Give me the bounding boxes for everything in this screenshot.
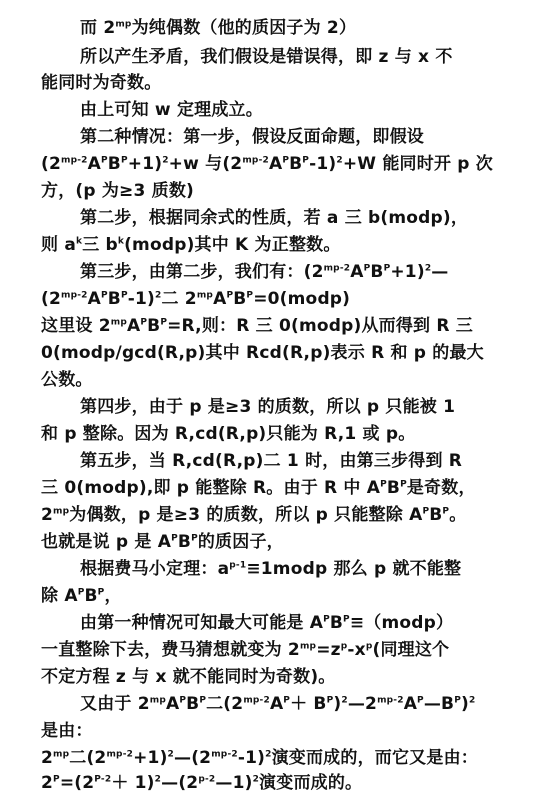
text-run: 0(modp/gcd(R,p)其中 Rcd(R,p)表示 R 和 p 的最大 bbox=[41, 343, 484, 363]
text-run: -1) bbox=[309, 154, 337, 174]
superscript: P bbox=[283, 695, 291, 706]
text-run: B bbox=[329, 613, 344, 633]
superscript: k bbox=[76, 236, 83, 247]
text-run: 二 2 bbox=[161, 289, 197, 309]
text-line bbox=[41, 503, 529, 527]
superscript: P bbox=[417, 695, 424, 706]
text-run: A bbox=[213, 289, 227, 309]
superscript: mp-2 bbox=[211, 749, 238, 760]
superscript: P bbox=[179, 695, 187, 706]
superscript: P bbox=[383, 263, 391, 274]
text-line bbox=[41, 233, 529, 257]
superscript: p bbox=[340, 641, 348, 652]
text-line bbox=[41, 719, 529, 743]
text-run: ＋ 1) bbox=[111, 773, 155, 793]
text-line bbox=[80, 45, 529, 69]
text-line bbox=[80, 125, 529, 149]
superscript: mp-2 bbox=[323, 263, 351, 274]
text-run: 则 a bbox=[41, 235, 76, 255]
superscript: 2 bbox=[252, 774, 260, 785]
superscript: 2 bbox=[155, 290, 162, 301]
text-run: 除 A bbox=[41, 586, 78, 606]
superscript: P bbox=[97, 587, 105, 598]
text-line bbox=[41, 341, 529, 365]
superscript: mp bbox=[53, 749, 70, 760]
superscript: P bbox=[199, 695, 207, 706]
text-run: 根据费马小定理：a bbox=[80, 559, 230, 579]
text-run: A bbox=[268, 154, 283, 174]
text-run: 而 2 bbox=[80, 18, 116, 38]
superscript: P bbox=[100, 290, 108, 301]
text-run: 由第一种情况可知最大可能是 A bbox=[80, 613, 324, 633]
text-run: 的质因子， bbox=[197, 532, 284, 552]
superscript: mp-2 bbox=[377, 695, 404, 706]
text-run: A bbox=[350, 262, 364, 282]
superscript: 2 bbox=[154, 774, 162, 785]
superscript: P bbox=[191, 533, 198, 544]
text-run: 是由： bbox=[41, 721, 93, 741]
superscript: mp bbox=[299, 641, 317, 652]
text-line bbox=[41, 584, 529, 608]
text-run: A bbox=[126, 316, 141, 336]
text-run: (同理这个 bbox=[372, 640, 450, 660]
text-line bbox=[41, 665, 529, 689]
text-run: — bbox=[431, 262, 449, 282]
text-run: +1) bbox=[133, 748, 168, 768]
superscript: P bbox=[226, 290, 234, 301]
text-run: B bbox=[186, 694, 200, 714]
text-run: ≡（modp） bbox=[349, 613, 454, 633]
text-run: 第二步，根据同余式的性质，若 a 三 b(modp)， bbox=[80, 208, 469, 228]
text-line bbox=[80, 557, 529, 581]
text-run: (modp)其中 K 为正整数。 bbox=[124, 235, 341, 255]
text-run: 也就是说 p 是 A bbox=[41, 532, 172, 552]
text-run: 二(2 bbox=[69, 748, 107, 768]
text-run: A bbox=[269, 694, 284, 714]
text-run: 演变而成的，而它又是由： bbox=[271, 748, 478, 768]
text-run: A bbox=[87, 154, 101, 174]
text-line bbox=[41, 152, 529, 176]
text-run: 一直整除下去，费马猜想就变为 2 bbox=[41, 640, 300, 660]
superscript: mp-2 bbox=[242, 155, 269, 166]
text-run: +w 与(2 bbox=[168, 154, 243, 174]
text-run: ≡1modp 那么 p 就不能整 bbox=[246, 559, 462, 579]
superscript: P bbox=[282, 155, 290, 166]
superscript: P bbox=[160, 317, 168, 328]
text-run: 二(2 bbox=[206, 694, 244, 714]
superscript: P bbox=[422, 506, 430, 517]
superscript: mp-2 bbox=[61, 155, 88, 166]
text-line bbox=[41, 71, 529, 95]
text-run: B bbox=[107, 154, 121, 174]
superscript: P bbox=[171, 533, 178, 544]
text-run: A bbox=[87, 289, 101, 309]
text-run: 又由于 2 bbox=[80, 694, 150, 714]
text-run: B bbox=[84, 586, 98, 606]
superscript: 2 bbox=[336, 155, 343, 166]
superscript: P bbox=[323, 614, 330, 625]
superscript: 2 bbox=[424, 263, 432, 274]
superscript: P bbox=[246, 290, 254, 301]
superscript: P bbox=[77, 587, 85, 598]
text-line bbox=[41, 476, 529, 500]
text-line bbox=[80, 611, 529, 635]
text-run: A bbox=[403, 694, 418, 714]
text-run: 和 p 整除。因为 R,cd(R,p)只能为 R,1 或 p。 bbox=[41, 424, 416, 444]
superscript: p-1 bbox=[229, 560, 247, 571]
text-run: -1) bbox=[127, 289, 156, 309]
text-run: 所以产生矛盾，我们假设是错误得，即 z 与 x 不 bbox=[80, 47, 453, 67]
superscript: 2 bbox=[162, 155, 169, 166]
text-run: 由上可知 w 定理成立。 bbox=[80, 100, 263, 120]
text-line bbox=[41, 422, 529, 446]
text-line bbox=[80, 449, 529, 473]
text-run: —B bbox=[423, 694, 455, 714]
text-run: 为纯偶数（他的质因子为 2） bbox=[131, 18, 357, 38]
text-run: 方，(p 为≥3 质数) bbox=[41, 181, 195, 201]
text-run: 不定方程 z 与 x 就不能同时为奇数)。 bbox=[41, 667, 336, 687]
text-run: +1) bbox=[127, 154, 163, 174]
text-line bbox=[41, 771, 529, 795]
superscript: P bbox=[302, 155, 310, 166]
text-run: B bbox=[370, 262, 384, 282]
superscript: P bbox=[380, 479, 387, 490]
text-line bbox=[80, 98, 529, 122]
superscript: P bbox=[400, 479, 407, 490]
text-run: ) bbox=[333, 694, 342, 714]
text-run: 能同时为奇数。 bbox=[41, 73, 162, 93]
text-run: 第二种情况：第一步，假设反面命题，即假设 bbox=[80, 127, 424, 147]
text-run: B bbox=[233, 289, 247, 309]
text-run: +1) bbox=[390, 262, 425, 282]
text-line bbox=[41, 746, 529, 770]
text-run: 2 bbox=[41, 505, 54, 525]
superscript: P bbox=[326, 695, 334, 706]
superscript: 2 bbox=[341, 695, 348, 706]
text-run: 是奇数， bbox=[406, 478, 476, 498]
text-line bbox=[41, 179, 529, 203]
text-run: ) bbox=[461, 694, 469, 714]
text-run: 三 0(modp),即 p 能整除 R。由于 R 中 A bbox=[41, 478, 381, 498]
text-line bbox=[80, 206, 529, 230]
text-run: 。 bbox=[449, 505, 467, 525]
text-run: 三 b bbox=[82, 235, 118, 255]
superscript: P bbox=[343, 614, 350, 625]
text-run: ， bbox=[104, 586, 122, 606]
text-run: 第三步，由第二步，我们有：(2 bbox=[80, 262, 324, 282]
text-line bbox=[80, 395, 529, 419]
superscript: mp bbox=[115, 19, 132, 30]
text-run: B bbox=[289, 154, 303, 174]
text-run: —2 bbox=[347, 694, 378, 714]
text-run: (2 bbox=[41, 289, 61, 309]
text-line bbox=[41, 368, 529, 392]
text-run: B bbox=[107, 289, 121, 309]
text-run: 演变而成的。 bbox=[259, 773, 363, 793]
text-line bbox=[41, 638, 529, 662]
text-run: =(2 bbox=[59, 773, 95, 793]
text-run: B bbox=[177, 532, 192, 552]
text-run: B bbox=[429, 505, 443, 525]
text-line bbox=[80, 692, 529, 716]
text-run: =R,则：R 三 0(modp)从而得到 R 三 bbox=[167, 316, 473, 336]
text-run: B bbox=[386, 478, 401, 498]
superscript: P bbox=[100, 155, 108, 166]
text-run: B bbox=[147, 316, 161, 336]
superscript: p-2 bbox=[198, 774, 216, 785]
text-run: +W 能同时开 p 次 bbox=[342, 154, 493, 174]
text-run: 2 bbox=[41, 748, 54, 768]
text-run: A bbox=[165, 694, 180, 714]
text-run: =z bbox=[316, 640, 341, 660]
text-line bbox=[80, 260, 529, 284]
superscript: mp bbox=[53, 506, 70, 517]
superscript: mp-2 bbox=[106, 749, 134, 760]
superscript: P bbox=[120, 290, 128, 301]
superscript: P bbox=[454, 695, 461, 706]
text-run: -1) bbox=[237, 748, 266, 768]
superscript: P bbox=[363, 263, 371, 274]
superscript: mp-2 bbox=[243, 695, 270, 706]
superscript: P-2 bbox=[94, 774, 112, 785]
superscript: 2 bbox=[468, 695, 476, 706]
text-run: -x bbox=[347, 640, 366, 660]
superscript: p bbox=[365, 641, 373, 652]
text-run: 为偶数，p 是≥3 的质数，所以 p 只能整除 A bbox=[69, 505, 423, 525]
superscript: mp-2 bbox=[61, 290, 88, 301]
text-run: —(2 bbox=[161, 773, 199, 793]
superscript: mp bbox=[149, 695, 166, 706]
text-run: 第五步，当 R,cd(R,p)二 1 时，由第三步得到 R bbox=[80, 451, 463, 471]
superscript: P bbox=[120, 155, 128, 166]
superscript: P bbox=[442, 506, 450, 517]
text-run: =0(modp) bbox=[253, 289, 351, 309]
text-line bbox=[80, 16, 529, 40]
text-run: ＋ B bbox=[290, 694, 327, 714]
text-run: 这里设 2 bbox=[41, 316, 111, 336]
superscript: mp bbox=[196, 290, 214, 301]
superscript: k bbox=[117, 236, 125, 247]
superscript: P bbox=[53, 774, 60, 785]
superscript: 2 bbox=[265, 749, 272, 760]
text-line bbox=[41, 530, 529, 554]
superscript: 2 bbox=[167, 749, 175, 760]
text-run: 公数。 bbox=[41, 370, 93, 390]
text-run: 2 bbox=[41, 773, 54, 793]
text-run: —(2 bbox=[174, 748, 212, 768]
text-line bbox=[41, 287, 529, 311]
superscript: mp bbox=[110, 317, 127, 328]
text-run: 第四步，由于 p 是≥3 的质数，所以 p 只能被 1 bbox=[80, 397, 456, 417]
text-run: (2 bbox=[41, 154, 61, 174]
text-run: —1) bbox=[215, 773, 253, 793]
superscript: P bbox=[140, 317, 148, 328]
text-line bbox=[41, 314, 529, 338]
